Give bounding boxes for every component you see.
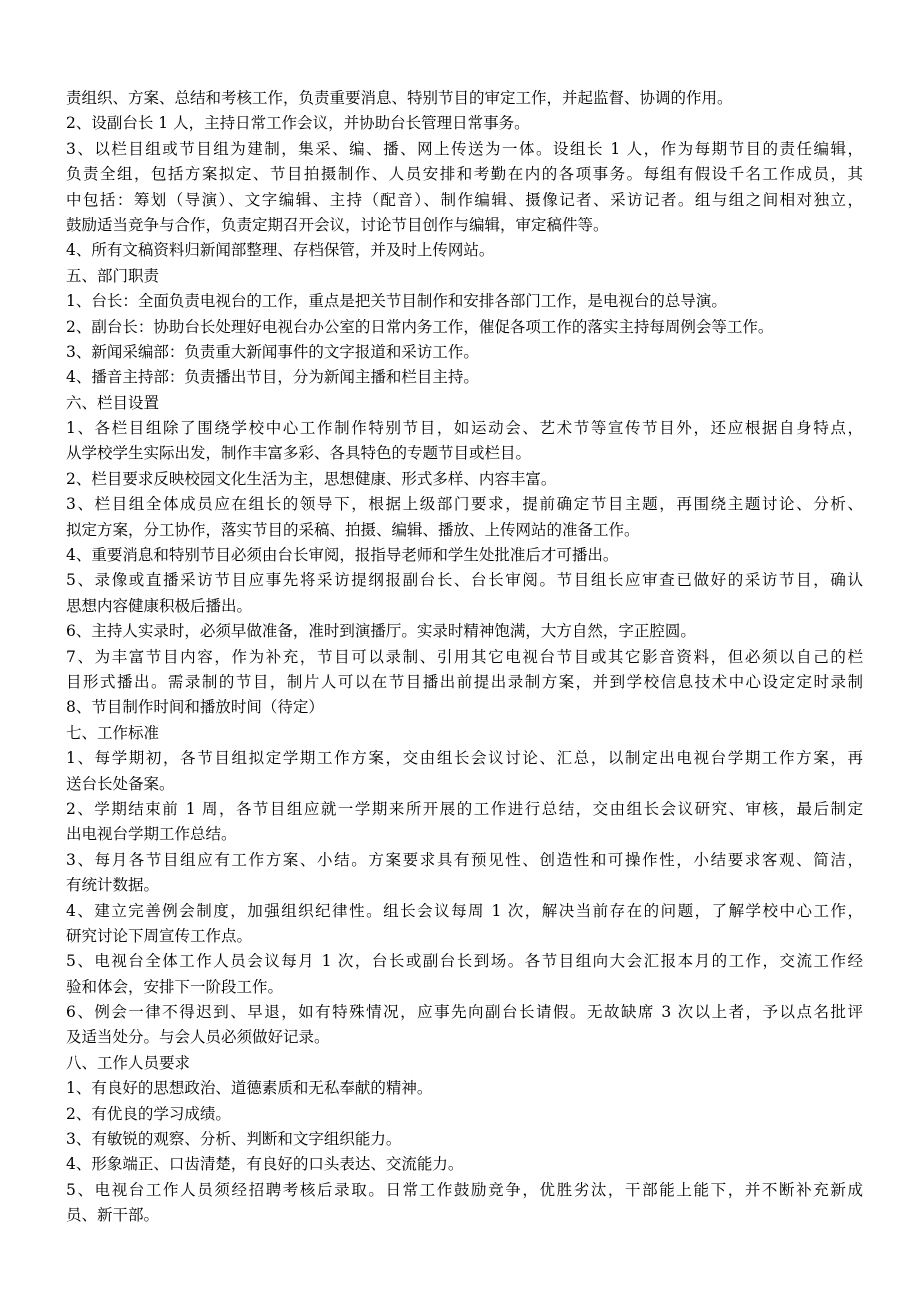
text-line: 员、新干部。 — [66, 1206, 160, 1225]
text-line: 3、有敏锐的观察、分析、判断和文字组织能力。 — [66, 1130, 402, 1149]
text-line: 责组织、方案、总结和考核工作，负责重要消息、特别节目的审定工作，并起监督、协调的作用。 — [66, 89, 733, 107]
text-line: 2、设副台长 1 人，主持日常工作会议，并协助台长管理日常事务。 — [66, 114, 530, 133]
text-line: 3、每月各节目组应有工作方案、小结。方案要求具有预见性、创造性和可操作性，小结要求客观、简洁， — [66, 850, 863, 869]
text-line: 及适当处分。与会人员必须做好记录。 — [66, 1028, 330, 1047]
text-line: 4、建立完善例会制度，加强组织纪律性。组长会议每周 1 次，解决当前存在的问题，了解学校中心工作， — [66, 901, 863, 920]
text-line: 5、电视台工作人员须经招聘考核后录取。日常工作鼓励竞争，优胜劣汰，干部能上能下，并不断补充新成 — [66, 1180, 863, 1199]
text-line: 从学校学生实际出发，制作丰富多彩、各具特色的专题节目或栏目。 — [66, 444, 532, 463]
document-body — [66, 86, 863, 1229]
text-line: 1、每学期初，各节目组拟定学期工作方案，交由组长会议讨论、汇总，以制定出电视台学期工作方案，再 — [66, 749, 863, 768]
text-line: 2、学期结束前 1 周，各节目组应就一学期来所开展的工作进行总结，交由组长会议研究、审核，最后制定 — [66, 799, 863, 818]
text-line: 研究讨论下周宣传工作点。 — [66, 926, 253, 945]
text-line: 3、栏目组全体成员应在组长的领导下，根据上级部门要求，提前确定节目主题，再围绕主题讨论、分析、 — [66, 495, 863, 514]
text-line: 八、工作人员要求 — [66, 1053, 191, 1072]
text-line: 中包括：筹划（导演）、文字编辑、主持（配音）、制作编辑、摄像记者、采访记者。组与组之间相对独立， — [66, 190, 863, 209]
text-line: 1、台长：全面负责电视台的工作，重点是把关节目制作和安排各部门工作，是电视台的总导演。 — [66, 292, 727, 311]
text-line: 负责全组，包括方案拟定、节目拍摄制作、人员安排和考勤在内的各项事务。每组有假设千名工作成员，其 — [66, 165, 863, 184]
text-line: 2、有优良的学习成绩。 — [66, 1104, 231, 1123]
text-line: 3、新闻采编部：负责重大新闻事件的文字报道和采访工作。 — [66, 342, 479, 361]
text-line: 7、为丰富节目内容，作为补充，节目可以录制、引用其它电视台节目或其它影音资料，但必须以自己的栏 — [66, 647, 863, 666]
text-line: 6、例会一律不得迟到、早退，如有特殊情况，应事先向副台长请假。无故缺席 3 次以上者，予以点名批评 — [66, 1003, 863, 1022]
text-line: 4、重要消息和特别节目必须由台长审阅，报指导老师和学生处批准后才可播出。 — [66, 546, 619, 565]
text-line: 4、所有文稿资料归新闻部整理、存档保管，并及时上传网站。 — [66, 241, 495, 260]
text-line: 六、栏目设置 — [66, 393, 160, 412]
text-line: 验和体会，安排下一阶段工作。 — [66, 977, 284, 996]
text-line: 6、主持人实录时，必须早做准备，准时到演播厅。实录时精神饱满，大方自然，字正腔圆。 — [66, 622, 696, 641]
text-line: 1、有良好的思想政治、道德素质和无私奉献的精神。 — [66, 1079, 433, 1098]
text-line: 七、工作标准 — [66, 723, 160, 742]
text-line: 思想内容健康积极后播出。 — [66, 596, 253, 615]
text-line: 4、形象端正、口齿清楚，有良好的口头表达、交流能力。 — [66, 1155, 464, 1174]
text-line: 鼓励适当竞争与合作，负责定期召开会议，讨论节目创作与编辑，审定稿件等。 — [66, 215, 609, 234]
text-line: 出电视台学期工作总结。 — [66, 825, 237, 844]
text-line: 2、副台长：协助台长处理好电视台办公室的日常内务工作，催促各项工作的落实主持每周例会等工作。 — [66, 317, 774, 336]
text-line: 送台长处备案。 — [66, 774, 175, 793]
text-line: 2、栏目要求反映校园文化生活为主，思想健康、形式多样、内容丰富。 — [66, 469, 557, 488]
text-line: 有统计数据。 — [66, 876, 160, 895]
text-line: 5、录像或直播采访节目应事先将采访提纲报副台长、台长审阅。节目组长应审查已做好的采访节目，确认 — [66, 571, 863, 590]
text-line: 3、以栏目组或节目组为建制，集采、编、播、网上传送为一体。设组长 1 人，作为每期节目的责任编辑， — [66, 139, 863, 158]
text-line: 8、节目制作时间和播放时间（待定） — [66, 698, 324, 717]
text-line: 5、电视台全体工作人员会议每月 1 次，台长或副台长到场。各节目组向大会汇报本月的工作，交流工作经 — [66, 952, 863, 971]
text-line: 五、部门职责 — [66, 266, 160, 285]
text-line: 目形式播出。需录制的节目，制片人可以在节目播出前提出录制方案，并到学校信息技术中心设定定时录制 — [66, 672, 863, 691]
text-line: 拟定方案，分工协作，落实节目的采稿、拍摄、编辑、播放、上传网站的准备工作。 — [66, 520, 640, 539]
text-line: 4、播音主持部：负责播出节目，分为新闻主播和栏目主持。 — [66, 368, 479, 387]
text-line: 1、各栏目组除了围绕学校中心工作制作特别节目，如运动会、艺术节等宣传节目外，还应根据自身特点， — [66, 419, 863, 438]
